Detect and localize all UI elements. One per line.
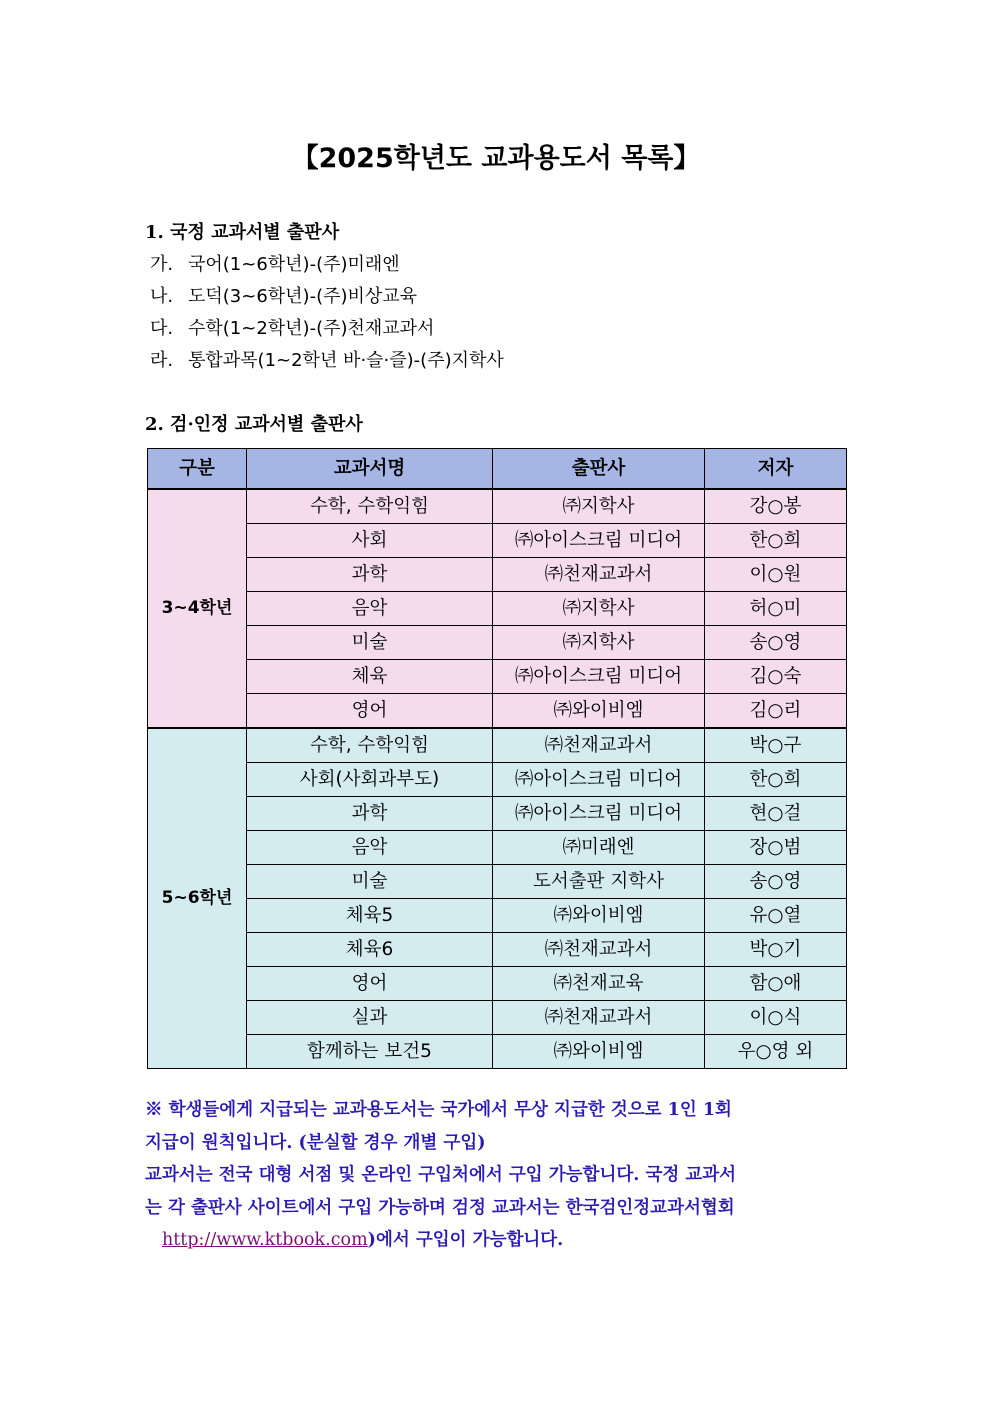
book-title: 과학: [247, 797, 493, 831]
book-title: 체육5: [247, 899, 493, 933]
author: 장○범: [705, 831, 847, 865]
section2-heading: 2. 검·인정 교과서별 출판사: [145, 414, 363, 435]
note-line: ※ 학생들에게 지급되는 교과용도서는 국가에서 무상 지급한 것으로 1인 1회: [145, 1100, 732, 1120]
author: 김○숙: [705, 660, 847, 694]
group-label: 3~4학년: [148, 489, 247, 728]
column-header: 교과서명: [247, 449, 493, 490]
publisher: ㈜천재교과서: [493, 1001, 705, 1035]
publisher: ㈜천재교과서: [493, 933, 705, 967]
publisher: ㈜아이스크림 미디어: [493, 660, 705, 694]
column-header: 출판사: [493, 449, 705, 490]
author: 우○영 외: [705, 1035, 847, 1069]
table-row: [148, 967, 847, 1001]
publisher: ㈜와이비엠: [493, 1035, 705, 1069]
publisher: ㈜아이스크림 미디어: [493, 763, 705, 797]
note-line: 는 각 출판사 사이트에서 구입 가능하며 검정 교과서는 한국검인정교과서협회: [145, 1197, 735, 1218]
item-text: 수학(1~2학년)-(주)천재교과서: [188, 318, 435, 339]
table-row: [148, 524, 847, 558]
item-mark: 다.: [150, 318, 174, 339]
author: 한○희: [705, 524, 847, 558]
table-row: [148, 899, 847, 933]
item-text: 도덕(3~6학년)-(주)비상교육: [188, 286, 418, 307]
item-mark: 라.: [150, 350, 174, 371]
book-title: 체육6: [247, 933, 493, 967]
author: 허○미: [705, 592, 847, 626]
textbook-table: [147, 448, 847, 1069]
list-item: [150, 346, 504, 372]
column-header: 저자: [705, 449, 847, 490]
book-title: 사회: [247, 524, 493, 558]
section1-heading: 1. 국정 교과서별 출판사: [145, 222, 340, 243]
publisher: ㈜와이비엠: [493, 899, 705, 933]
book-title: 사회(사회과부도): [247, 763, 493, 797]
publisher: ㈜와이비엠: [493, 694, 705, 729]
table-row: [148, 1035, 847, 1069]
publisher: 도서출판 지학사: [493, 865, 705, 899]
publisher: ㈜천재교과서: [493, 728, 705, 763]
ktbook-link[interactable]: http://www.ktbook.com: [162, 1230, 368, 1250]
book-title: 수학, 수학익힘: [247, 489, 493, 524]
table-row: [148, 763, 847, 797]
book-title: 과학: [247, 558, 493, 592]
book-title: 영어: [247, 967, 493, 1001]
author: 이○원: [705, 558, 847, 592]
author: 김○리: [705, 694, 847, 729]
book-title: 미술: [247, 865, 493, 899]
item-mark: 가.: [150, 254, 174, 275]
book-title: 실과: [247, 1001, 493, 1035]
item-text: 통합과목(1~2학년 바·슬·즐)-(주)지학사: [188, 350, 504, 371]
author: 유○열: [705, 899, 847, 933]
publisher: ㈜미래엔: [493, 831, 705, 865]
author: 한○희: [705, 763, 847, 797]
table-row: [148, 1001, 847, 1035]
table-row: [148, 694, 847, 729]
book-title: 함께하는 보건5: [247, 1035, 493, 1069]
table-row: [148, 592, 847, 626]
table-row: [148, 797, 847, 831]
book-title: 체육: [247, 660, 493, 694]
list-item: [150, 314, 434, 340]
publisher: ㈜지학사: [493, 592, 705, 626]
table-row: [148, 558, 847, 592]
table-row: [148, 626, 847, 660]
table-row: [148, 831, 847, 865]
publisher: ㈜지학사: [493, 626, 705, 660]
table-row: [148, 865, 847, 899]
item-text: 국어(1~6학년)-(주)미래엔: [188, 254, 400, 275]
publisher: ㈜천재교육: [493, 967, 705, 1001]
book-title: 음악: [247, 831, 493, 865]
publisher: ㈜지학사: [493, 489, 705, 524]
table-row: [148, 660, 847, 694]
publisher: ㈜아이스크림 미디어: [493, 524, 705, 558]
note-line: [145, 1224, 850, 1257]
author: 박○기: [705, 933, 847, 967]
book-title: 수학, 수학익힘: [247, 728, 493, 763]
table-row: [148, 489, 847, 524]
book-title: 영어: [247, 694, 493, 729]
table-row: [148, 728, 847, 763]
table-row: [148, 933, 847, 967]
author: 박○구: [705, 728, 847, 763]
book-title: 음악: [247, 592, 493, 626]
author: 현○걸: [705, 797, 847, 831]
note-line-suffix: )에서 구입이 가능합니다.: [367, 1230, 564, 1250]
group-label: 5~6학년: [148, 728, 247, 1069]
item-mark: 나.: [150, 286, 174, 307]
author: 강○봉: [705, 489, 847, 524]
author: 이○식: [705, 1001, 847, 1035]
page-title: 【2025학년도 교과용도서 목록】: [291, 143, 701, 174]
author: 함○애: [705, 967, 847, 1001]
note-line: 교과서는 전국 대형 서점 및 온라인 구입처에서 구입 가능합니다. 국정 교과서: [145, 1165, 737, 1185]
column-header: 구분: [148, 449, 247, 490]
book-title: 미술: [247, 626, 493, 660]
purchase-note: [145, 1094, 850, 1257]
publisher: ㈜천재교과서: [493, 558, 705, 592]
list-item: [150, 250, 400, 276]
publisher: ㈜아이스크림 미디어: [493, 797, 705, 831]
author: 송○영: [705, 865, 847, 899]
note-line: 지급이 원칙입니다. (분실할 경우 개별 구입): [145, 1132, 486, 1153]
author: 송○영: [705, 626, 847, 660]
list-item: [150, 282, 417, 308]
